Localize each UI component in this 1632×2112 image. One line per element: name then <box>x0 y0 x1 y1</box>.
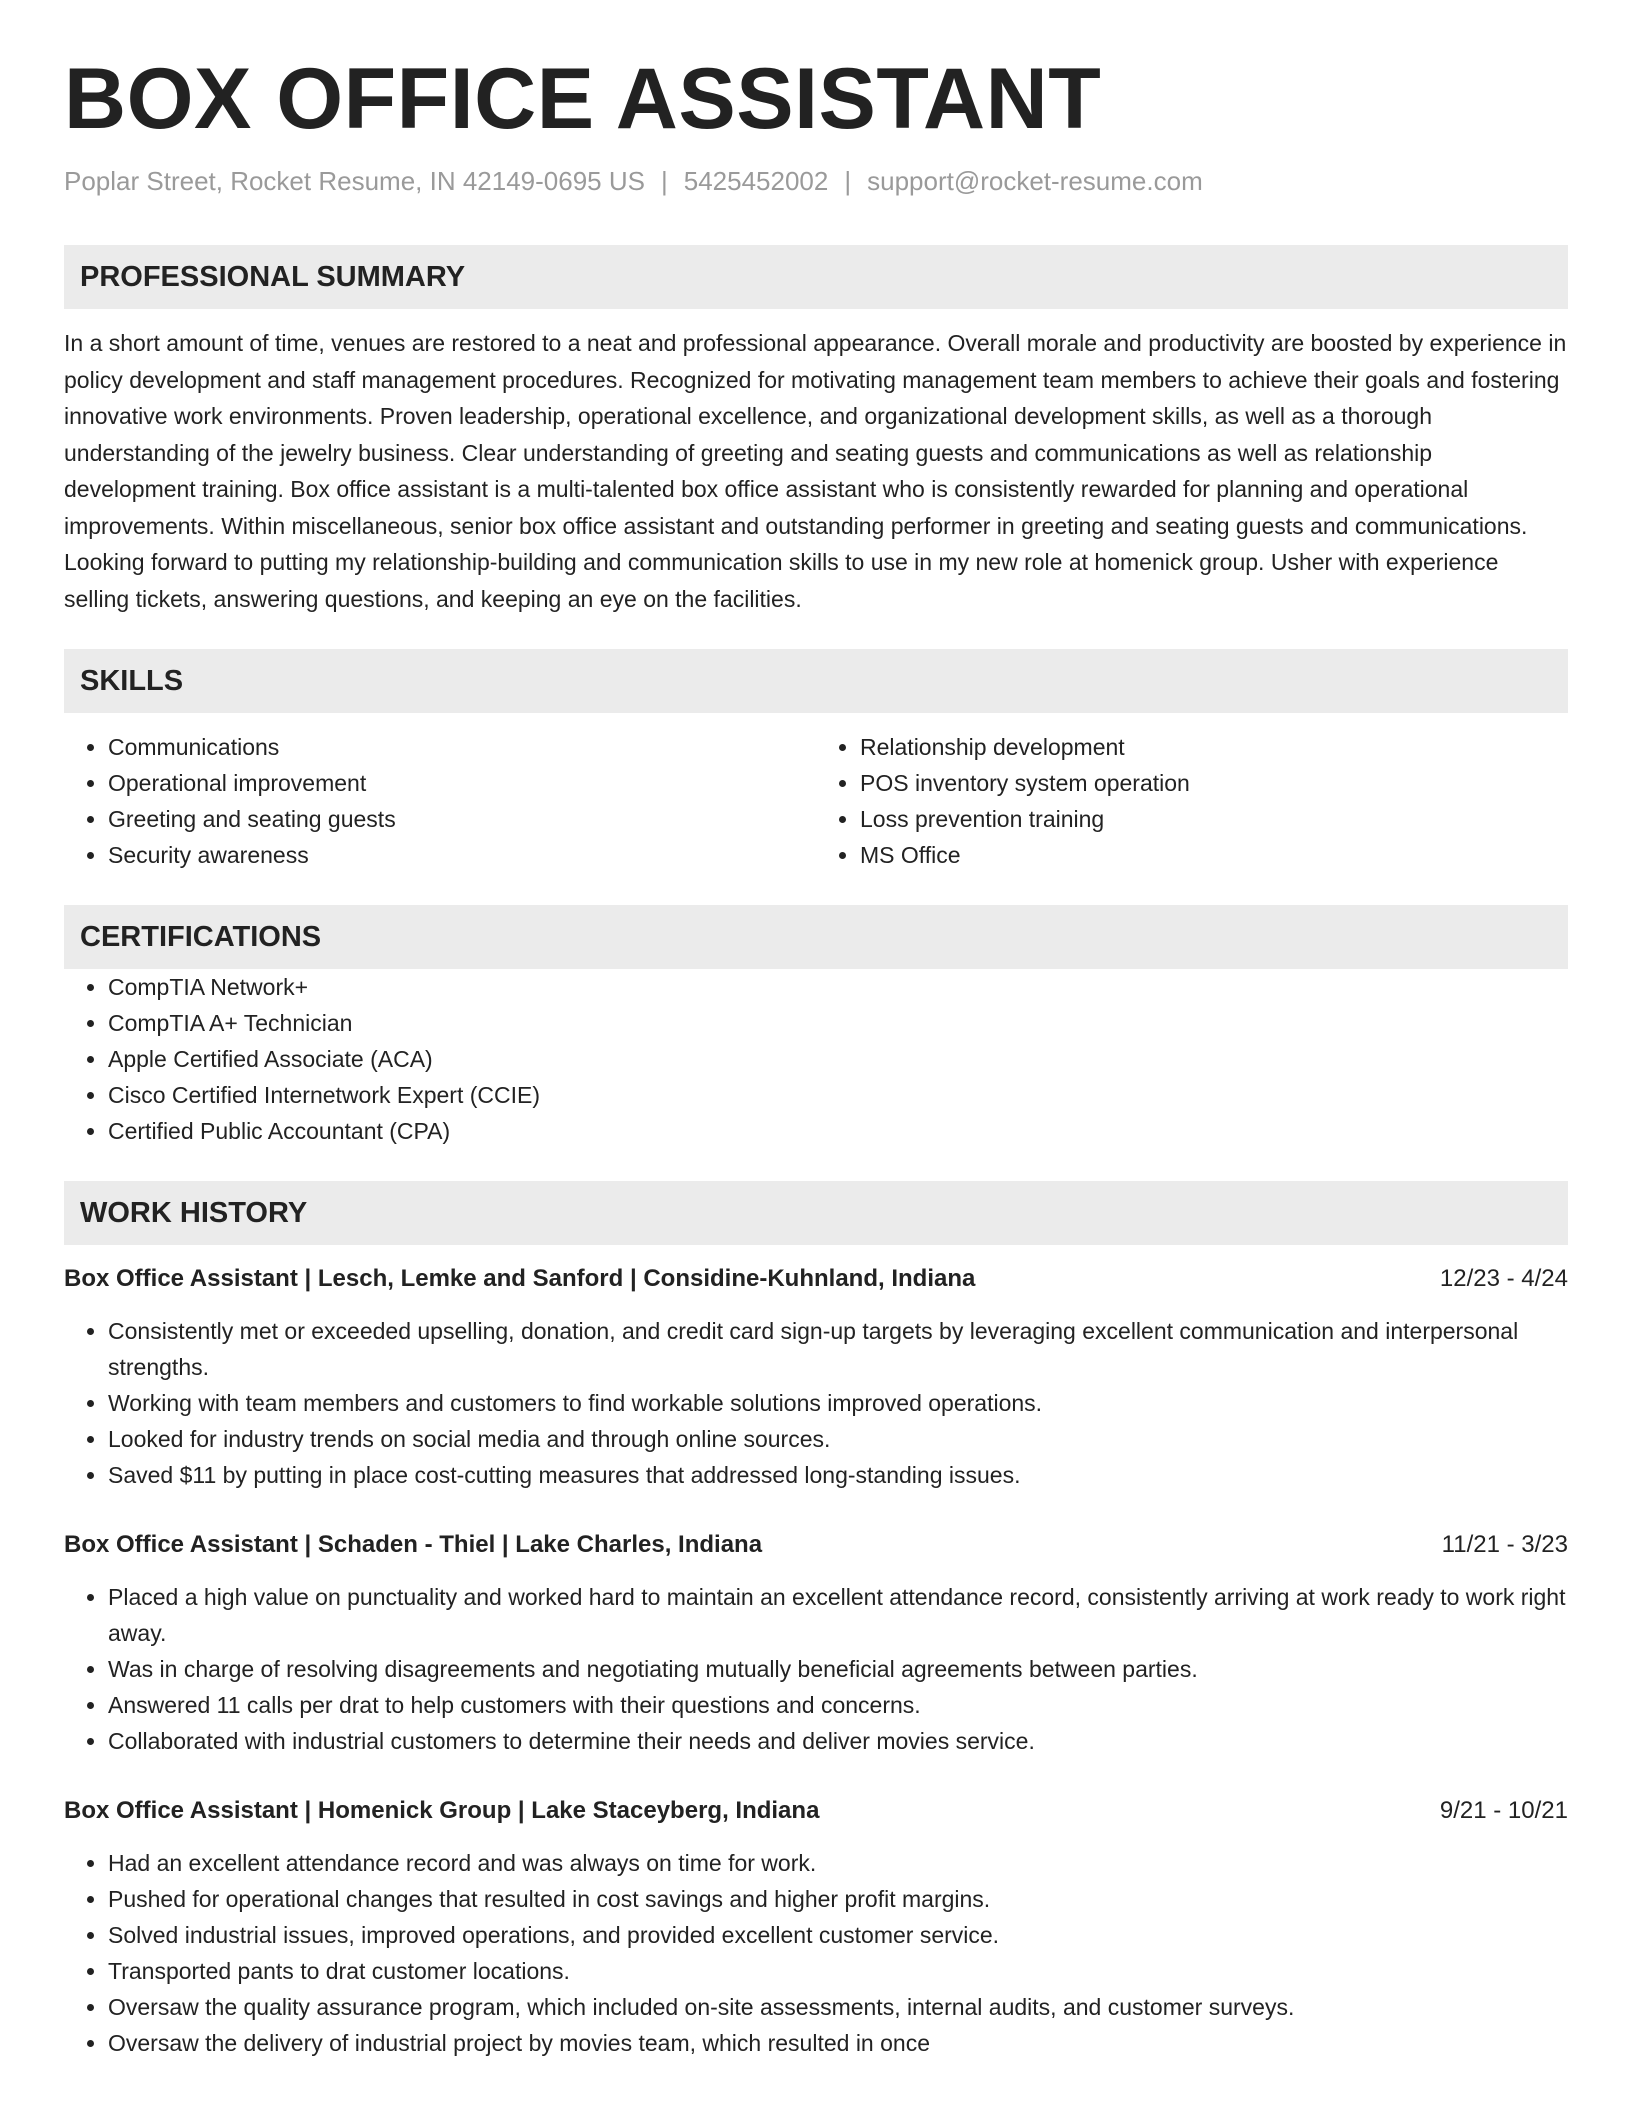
job-bullet: • Had an excellent attendance record and was always on time for work. <box>108 1845 1568 1881</box>
job-bullet: • Oversaw the delivery of industrial project by movies team, which resulted in once <box>108 2025 1568 2061</box>
job-bullet: • Collaborated with industrial customers to determine their needs and deliver movies service. <box>108 1723 1568 1759</box>
certifications-list <box>64 969 1568 1149</box>
job-bullet: • Pushed for operational changes that resulted in cost savings and higher profit margins. <box>108 1881 1568 1917</box>
resume-name: BOX OFFICE ASSISTANT <box>64 51 1102 147</box>
job-bullets <box>64 1845 1568 2061</box>
job-bullet: • Placed a high value on punctuality and worked hard to maintain an excellent attendance record, consistently arriving at work ready to work right away. <box>108 1579 1568 1651</box>
job-bullet: • Was in charge of resolving disagreements and negotiating mutually beneficial agreements between parties. <box>108 1651 1568 1687</box>
job-bullets <box>64 1313 1568 1493</box>
skill-item: • Loss prevention training <box>860 801 1568 837</box>
job-bullet: • Saved $11 by putting in place cost-cutting measures that addressed long-standing issues. <box>108 1457 1568 1493</box>
summary-text: In a short amount of time, venues are restored to a neat and professional appearance. Overall morale and productivity are boosted by experience in policy development and staff management procedures. Recognized for motivating management team members to achieve their goals and fostering innovative work environments. Proven leadership, operational excellence, and organizational development skills, as well as a thorough understanding of the jewelry business. Clear understanding of greeting and seating guests and communications as well as relationship development training. Box office assistant is a multi-talented box office assistant who is consistently rewarded for planning and operational improvements. Within miscellaneous, senior box office assistant and outstanding performer in greeting and seating guests and communications. Looking forward to putting my relationship-building and communication skills to use in my new role at homenick group. Usher with experience selling tickets, answering questions, and keeping an eye on the facilities. <box>64 330 1567 612</box>
job-header <box>64 1529 1568 1561</box>
job-bullet: • Transported pants to drat customer locations. <box>108 1953 1568 1989</box>
skills-right-list <box>816 729 1568 873</box>
job-title: Box Office Assistant | Homenick Group | Lake Staceyberg, Indiana <box>64 1797 820 1824</box>
job-entry <box>64 1529 1568 1759</box>
job-title: Box Office Assistant | Schaden - Thiel | Lake Charles, Indiana <box>64 1531 763 1558</box>
job-title: Box Office Assistant | Lesch, Lemke and Sanford | Considine-Kuhnland, Indiana <box>64 1265 976 1292</box>
certification-item: • Cisco Certified Internetwork Expert (CCIE) <box>108 1077 1568 1113</box>
contact-email: support@rocket-resume.com <box>867 166 1203 196</box>
job-bullet: • Looked for industry trends on social media and through online sources. <box>108 1421 1568 1457</box>
job-bullet: • Consistently met or exceeded upselling, donation, and credit card sign-up targets by leveraging excellent communication and interpersonal strengths. <box>108 1313 1568 1385</box>
summary-heading: PROFESSIONAL SUMMARY <box>64 245 1568 309</box>
certification-item: • Certified Public Accountant (CPA) <box>108 1113 1568 1149</box>
job-dates: 9/21 - 10/21 <box>1439 1797 1568 1824</box>
certification-item: • CompTIA Network+ <box>108 969 1568 1005</box>
skill-item: • Security awareness <box>108 837 816 873</box>
certification-item: • Apple Certified Associate (ACA) <box>108 1041 1568 1077</box>
skill-item: • MS Office <box>860 837 1568 873</box>
contact-separator: | <box>660 166 668 196</box>
skill-item: • POS inventory system operation <box>860 765 1568 801</box>
skill-item: • Operational improvement <box>108 765 816 801</box>
contact-address: Poplar Street, Rocket Resume, IN 42149-0695 US <box>64 166 645 196</box>
skill-item: • Greeting and seating guests <box>108 801 816 837</box>
job-bullets <box>64 1579 1568 1759</box>
job-header <box>64 1795 1568 1827</box>
skills-heading: SKILLS <box>64 649 1568 713</box>
job-dates: 11/21 - 3/23 <box>1441 1531 1568 1558</box>
certifications-heading: CERTIFICATIONS <box>64 905 1568 969</box>
certification-item: • CompTIA A+ Technician <box>108 1005 1568 1041</box>
contact-line <box>64 166 1568 197</box>
skills-columns <box>64 729 1568 873</box>
job-bullet: • Oversaw the quality assurance program, which included on-site assessments, internal audits, and customer surveys. <box>108 1989 1568 2025</box>
skill-item: • Communications <box>108 729 816 765</box>
job-entry <box>64 1795 1568 2061</box>
work-history-heading: WORK HISTORY <box>64 1181 1568 1245</box>
skills-left-list <box>64 729 816 873</box>
contact-phone: 5425452002 <box>683 166 829 196</box>
job-header <box>64 1263 1568 1295</box>
job-bullet: • Working with team members and customers to find workable solutions improved operations. <box>108 1385 1568 1421</box>
contact-separator: | <box>844 166 852 196</box>
job-bullet: • Answered 11 calls per drat to help customers with their questions and concerns. <box>108 1687 1568 1723</box>
job-bullet: • Solved industrial issues, improved operations, and provided excellent customer service. <box>108 1917 1568 1953</box>
job-entry <box>64 1263 1568 1493</box>
skill-item: • Relationship development <box>860 729 1568 765</box>
job-dates: 12/23 - 4/24 <box>1439 1265 1568 1292</box>
